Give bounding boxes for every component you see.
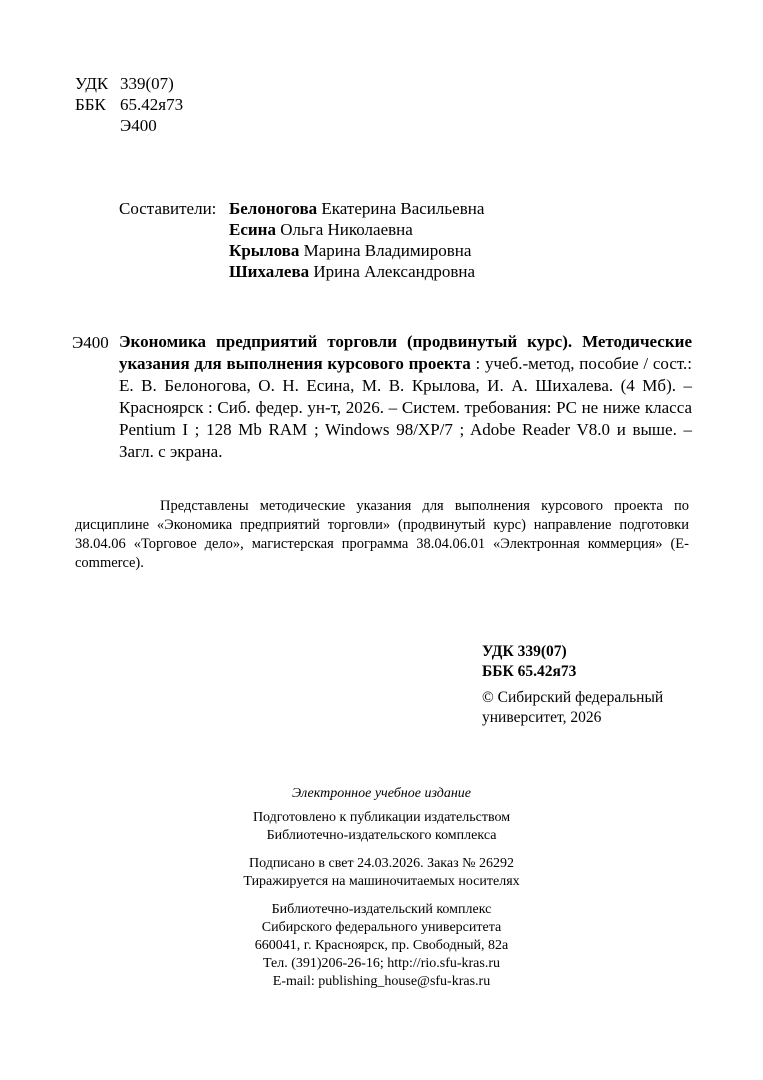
- compiler-item: [229, 219, 484, 240]
- compiler-item: [229, 261, 484, 282]
- publisher-email: E-mail: publishing_house@sfu-kras.ru: [272, 974, 491, 989]
- compilers-label: Составители:: [119, 199, 217, 218]
- signed-line: Подписано в свет 24.03.2026. Заказ № 26292: [248, 856, 514, 871]
- copyright-line-2: университет, 2026: [482, 709, 602, 726]
- compiler-item: [229, 240, 484, 261]
- publisher-line-2: Сибирского федерального университета: [261, 920, 502, 935]
- udk-bottom: УДК 339(07): [482, 643, 567, 660]
- compiler-name: Ирина Александровна: [313, 262, 476, 281]
- udk-label: УДК: [75, 74, 109, 93]
- bbk-value: 65.42я73: [120, 95, 184, 114]
- catalog-details: : учеб.-метод, пособие / сост.: Е. В. Белоногова, О. Н. Есина, М. В. Крылова, И. А. Шихалева. (4 Мб). – Красноярск : Сиб. федер. ун-т, 2026. – Систем. требования: PC не ниже класса Pentium I ; 128 Mb RAM ; Windows 98/XP/7 ; Adobe Reader V8.0 и выше. – Загл. с экрана.: [119, 354, 692, 461]
- udk-value: 339(07): [120, 74, 174, 93]
- edition-type: Электронное учебное издание: [292, 786, 471, 801]
- compiler-name: Екатерина Васильевна: [321, 199, 485, 218]
- replicated-line: Тиражируется на машиночитаемых носителях: [243, 874, 520, 889]
- catalog-title: Экономика предприятий торговли (продвинутый курс). Методические указания для выполнения курсового проекта: [119, 332, 692, 373]
- publisher-phone: Тел. (391)206-26-16; http://rio.sfu-kras.ru: [262, 956, 500, 971]
- compiler-name: Марина Владимировна: [303, 241, 472, 260]
- bbk-label: ББК: [75, 95, 106, 114]
- bbk-bottom: ББК 65.42я73: [482, 663, 577, 680]
- colophon: [0, 785, 763, 991]
- compiler-surname: Шихалева: [229, 262, 310, 281]
- compiler-surname: Есина: [229, 220, 276, 239]
- prepared-line-2: Библиотечно-издательского комплекса: [266, 828, 497, 843]
- copyright: [482, 689, 663, 729]
- prepared-line-1: Подготовлено к публикации издательством: [252, 810, 511, 825]
- compiler-name: Ольга Николаевна: [280, 220, 413, 239]
- classification-codes-bottom: [482, 643, 576, 683]
- author-mark: Э400: [120, 116, 157, 135]
- catalog-code: Э400: [72, 333, 109, 352]
- compiler-surname: Крылова: [229, 241, 300, 260]
- publisher-line-1: Библиотечно-издательский комплекс: [271, 902, 492, 917]
- compiler-item: [229, 198, 484, 219]
- publisher-address: 660041, г. Красноярск, пр. Свободный, 82а: [254, 938, 509, 953]
- compilers-list: [229, 198, 484, 282]
- compiler-surname: Белоногова: [229, 199, 318, 218]
- copyright-line-1: © Сибирский федеральный: [482, 689, 664, 706]
- annotation: Представлены методические указания для выполнения курсового проекта по дисциплине «Экономика предприятий торговли» (продвинутый курс) направление подготовки 38.04.06 «Торговое дело», магистерская программа 38.04.06.01 «Электронная коммерция» (E-commerce).: [75, 498, 689, 571]
- catalog-record: [119, 331, 692, 463]
